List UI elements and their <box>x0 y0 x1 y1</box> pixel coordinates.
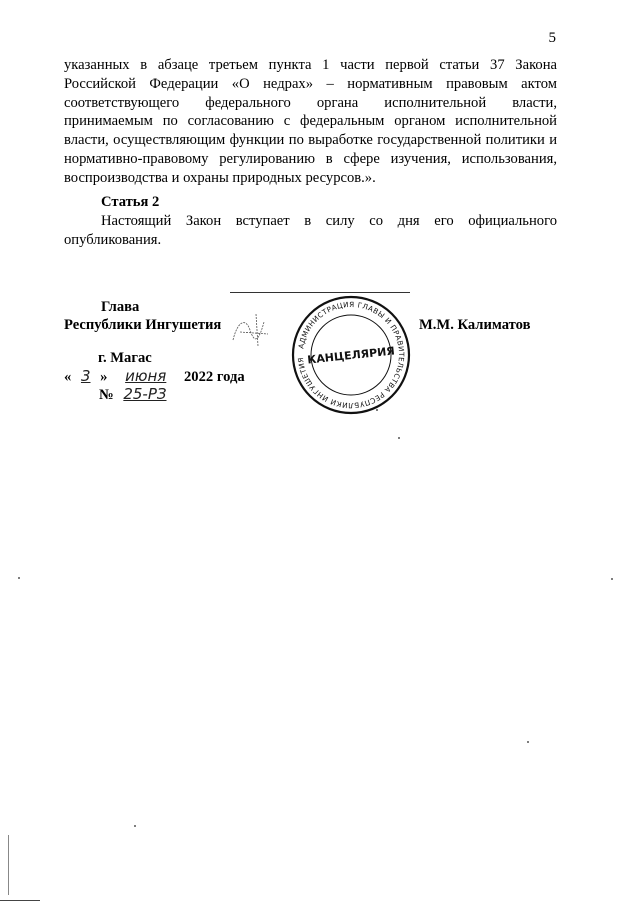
article-title: Статья 2 <box>101 194 160 210</box>
signatory-title-line1: Глава <box>101 299 140 315</box>
body-paragraph <box>64 56 557 188</box>
date-open-quote: « <box>64 369 72 385</box>
date-day: 3 <box>80 367 91 385</box>
handwritten-signature <box>228 310 278 350</box>
law-number: 25-РЗ <box>123 385 167 403</box>
date-year: 2022 года <box>183 369 245 385</box>
signature-line <box>230 292 410 293</box>
signatory-name-text: М.М. Калиматов <box>419 317 531 333</box>
stamp-ring-text: АДМИНИСТРАЦИЯ ГЛАВЫ И ПРАВИТЕЛЬСТВА РЕСПУБЛИКИ ИНГУШЕТИЯ <box>296 299 407 411</box>
place-of-signing: г. Магас <box>98 350 152 366</box>
signatory-title-line2: Республики Ингушетия <box>64 317 222 333</box>
date-month: июня <box>125 367 167 385</box>
number-sign: № <box>99 387 114 403</box>
scan-edge-mark <box>8 835 9 895</box>
page-number: 5 <box>548 30 556 46</box>
date-close-quote: » <box>100 369 108 385</box>
date-line <box>64 367 245 386</box>
signatory-name <box>419 317 530 334</box>
office-stamp <box>287 295 415 415</box>
body-paragraph-text: указанных в абзаце третьем пункта 1 части первой статьи 37 Закона Российской Федерации «О недрах» – нормативным правовым актом соответствующего федерального органа исполнительной власти, принимаемым по согласованию с федеральным органом исполнительной власти, осуществляющим функции по выработке государственной политики и нормативно-правовому регулированию в сфере изучения, использования, воспроизводства и охраны природных ресурсов.». <box>64 57 557 186</box>
stamp-center-text: КАНЦЕЛЯРИЯ <box>306 344 396 367</box>
article-text: Настоящий Закон вступает в силу со дня его официального опубликования. <box>64 213 557 248</box>
number-line <box>99 385 173 404</box>
scan-bottom-line <box>0 900 40 901</box>
article-text-block <box>64 212 557 250</box>
